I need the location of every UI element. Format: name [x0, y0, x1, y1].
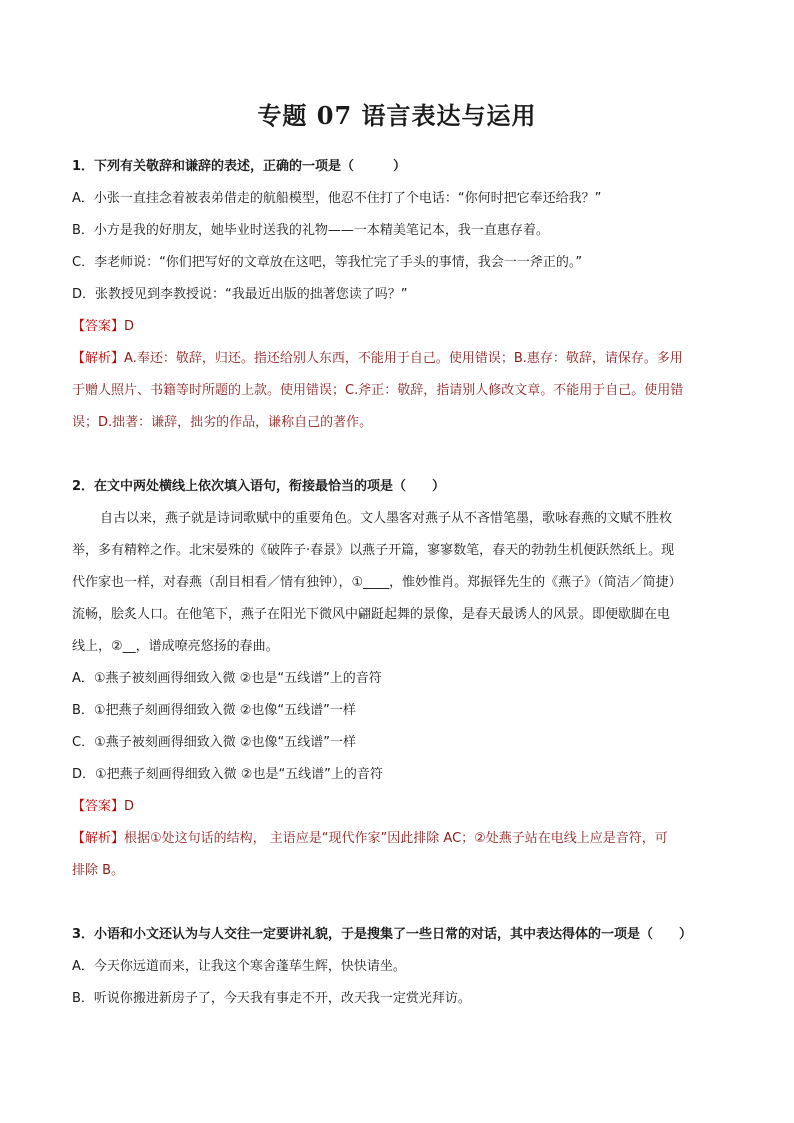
analysis-text: A.奉还：敬辞，归还。指还给别人东西，不能用于自己。使用错误；B.惠存：敬辞，请保存。多用 — [124, 351, 683, 366]
answer-tag: 【答案】 — [72, 319, 125, 334]
question-2-option-d: D．①把燕子刻画得细致入微 ②也是“五线谱”上的音符 — [72, 767, 383, 782]
question-2-passage-line-4: 流畅，脍炙人口。在他笔下，燕子在阳光下微风中翩跹起舞的景像，是春天最诱人的风景。即便歇脚在电 — [72, 607, 671, 622]
question-1-stem: 1．下列有关敬辞和谦辞的表述，正确的一项是（ ） — [72, 159, 407, 174]
question-2-option-a: A．①燕子被刻画得细致入微 ②也是“五线谱”上的音符 — [72, 671, 382, 686]
question-2-passage-line-3: 代作家也一样，对春燕（刮目相看／情有独钟），①____，惟妙惟肖。郑振铎先生的《燕子》（简洁／简捷） — [72, 575, 682, 590]
question-1-option-c: C．李老师说：“你们把写好的文章放在这吧，等我忙完了手头的事情，我会一一斧正的。” — [72, 255, 583, 270]
question-3-option-a: A．今天你远道而来，让我这个寒舍蓬荜生辉，快快请坐。 — [72, 959, 406, 974]
question-2-passage-line-1: 自古以来，燕子就是诗词歌赋中的重要角色。文人墨客对燕子从不吝惜笔墨，歌咏春燕的文赋不胜枚 — [100, 511, 673, 526]
analysis-tag: 【解析】 — [72, 831, 125, 846]
analysis-tag: 【解析】 — [72, 351, 125, 366]
answer-value: D — [124, 319, 135, 334]
question-2-answer — [72, 798, 724, 816]
question-1-option-d: D．张教授见到李教授说：“我最近出版的拙著您读了吗？” — [72, 287, 408, 302]
question-2-option-b: B．①把燕子刻画得细致入微 ②也像“五线谱”一样 — [72, 703, 356, 718]
question-3-stem: 3．小语和小文还认为与人交往一定要讲礼貌，于是搜集了一些日常的对话，其中表达得体的一项是（ ） — [72, 927, 693, 942]
question-2-analysis-line-1 — [72, 830, 724, 848]
question-2-passage-line-2: 举，多有精粹之作。北宋晏殊的《破阵子·春景》以燕子开篇，寥寥数笔，春天的勃勃生机便跃然纸上。现 — [72, 543, 675, 558]
answer-value: D — [124, 799, 135, 814]
question-2-analysis-line-2: 排除 B。 — [72, 863, 125, 878]
question-1-analysis-line-1 — [72, 350, 724, 368]
page-title: 专题 07 语言表达与运用 — [257, 101, 537, 130]
question-1-option-a: A．小张一直挂念着被表弟借走的航船模型，他忍不住打了个电话：“你何时把它奉还给我？” — [72, 191, 602, 206]
question-1-option-b: B．小方是我的好朋友，她毕业时送我的礼物——一本精美笔记本，我一直惠存着。 — [72, 223, 549, 238]
question-2-option-c: C．①燕子被刻画得细致入微 ②也像“五线谱”一样 — [72, 735, 356, 750]
analysis-text: 根据①处这句话的结构， 主语应是“现代作家”因此排除 AC；②处燕子站在电线上应是音符，可 — [124, 831, 668, 846]
question-2-stem: 2．在文中两处横线上依次填入语句，衔接最恰当的项是（ ） — [72, 479, 446, 494]
question-2-passage-line-5: 线上，②__，谱成嘹亮悠扬的春曲。 — [72, 639, 279, 654]
question-1-analysis-line-3: 误；D.拙著：谦辞，拙劣的作品，谦称自己的著作。 — [72, 415, 373, 430]
answer-tag: 【答案】 — [72, 799, 125, 814]
question-1-answer — [72, 318, 724, 336]
question-3-option-b: B．听说你搬进新房子了，今天我有事走不开，改天我一定赏光拜访。 — [72, 991, 471, 1006]
question-1-analysis-line-2: 于赠人照片、书籍等时所题的上款。使用错误；C.斧正：敬辞，指请别人修改文章。不能用于自己。使用错 — [72, 383, 684, 398]
